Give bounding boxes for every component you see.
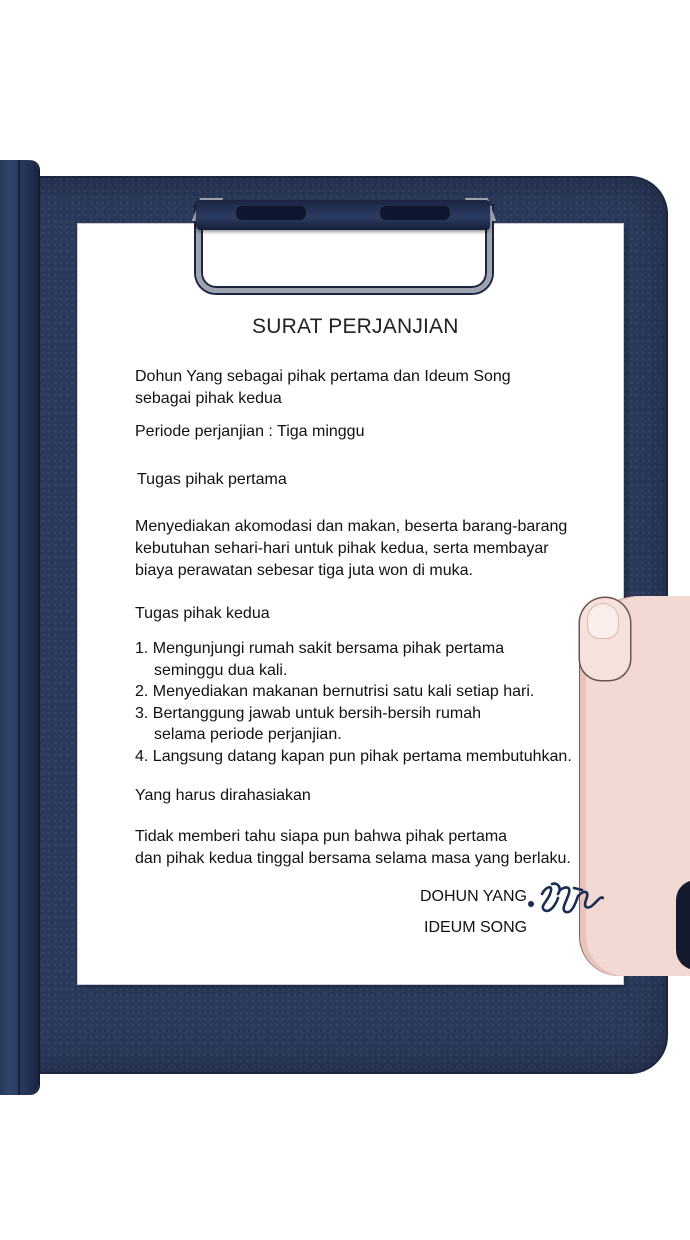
list-item: 1. Mengunjungi rumah sakit bersama pihak pertama bbox=[135, 640, 505, 657]
first-party-heading: Tugas pihak pertama bbox=[137, 471, 287, 488]
duty-line: kebutuhan sehari-hari untuk pihak kedua, serta membayar bbox=[135, 540, 549, 557]
second-party-heading: Tugas pihak kedua bbox=[135, 605, 270, 622]
list-item-continuation: seminggu dua kali. bbox=[154, 661, 288, 679]
intro-line: sebagai pihak kedua bbox=[135, 390, 282, 407]
clause-line: dan pihak kedua tinggal bersama selama masa yang berlaku. bbox=[135, 850, 571, 867]
first-party-duties bbox=[135, 516, 567, 582]
clause-line: Tidak memberi tahu siapa pun bahwa pihak pertama bbox=[135, 828, 508, 845]
confidential-heading: Yang harus dirahasiakan bbox=[135, 787, 311, 804]
signatory-first-party: DOHUN YANG bbox=[420, 888, 527, 905]
duty-line: biaya perawatan sebesar tiga juta won di muka. bbox=[135, 562, 473, 579]
thumb bbox=[580, 598, 630, 680]
signatory-second-party: IDEUM SONG bbox=[424, 919, 528, 936]
list-item: 2. Menyediakan makanan bernutrisi satu kali setiap hari. bbox=[135, 683, 535, 701]
handwritten-signature-icon bbox=[528, 876, 604, 924]
intro-line: Dohun Yang sebagai pihak pertama dan Ideum Song bbox=[135, 368, 511, 385]
list-item-continuation: selama periode perjanjian. bbox=[154, 726, 342, 744]
parties-intro bbox=[135, 366, 511, 410]
second-party-duties-list bbox=[135, 638, 572, 768]
clipboard-spine bbox=[0, 160, 38, 1095]
list-item: 3. Bertanggung jawab untuk bersih-bersih rumah bbox=[135, 704, 481, 722]
agreement-period: Periode perjanjian : Tiga minggu bbox=[135, 423, 365, 440]
duty-line: Menyediakan akomodasi dan makan, beserta barang-barang bbox=[135, 518, 568, 535]
sleeve-cuff bbox=[676, 880, 690, 970]
confidential-clause bbox=[135, 826, 571, 870]
page-title: SURAT PERJANJIAN bbox=[252, 315, 459, 338]
clipboard-clip-bar bbox=[196, 200, 490, 230]
list-item: 4. Langsung datang kapan pun pihak pertama membutuhkan. bbox=[135, 747, 572, 765]
